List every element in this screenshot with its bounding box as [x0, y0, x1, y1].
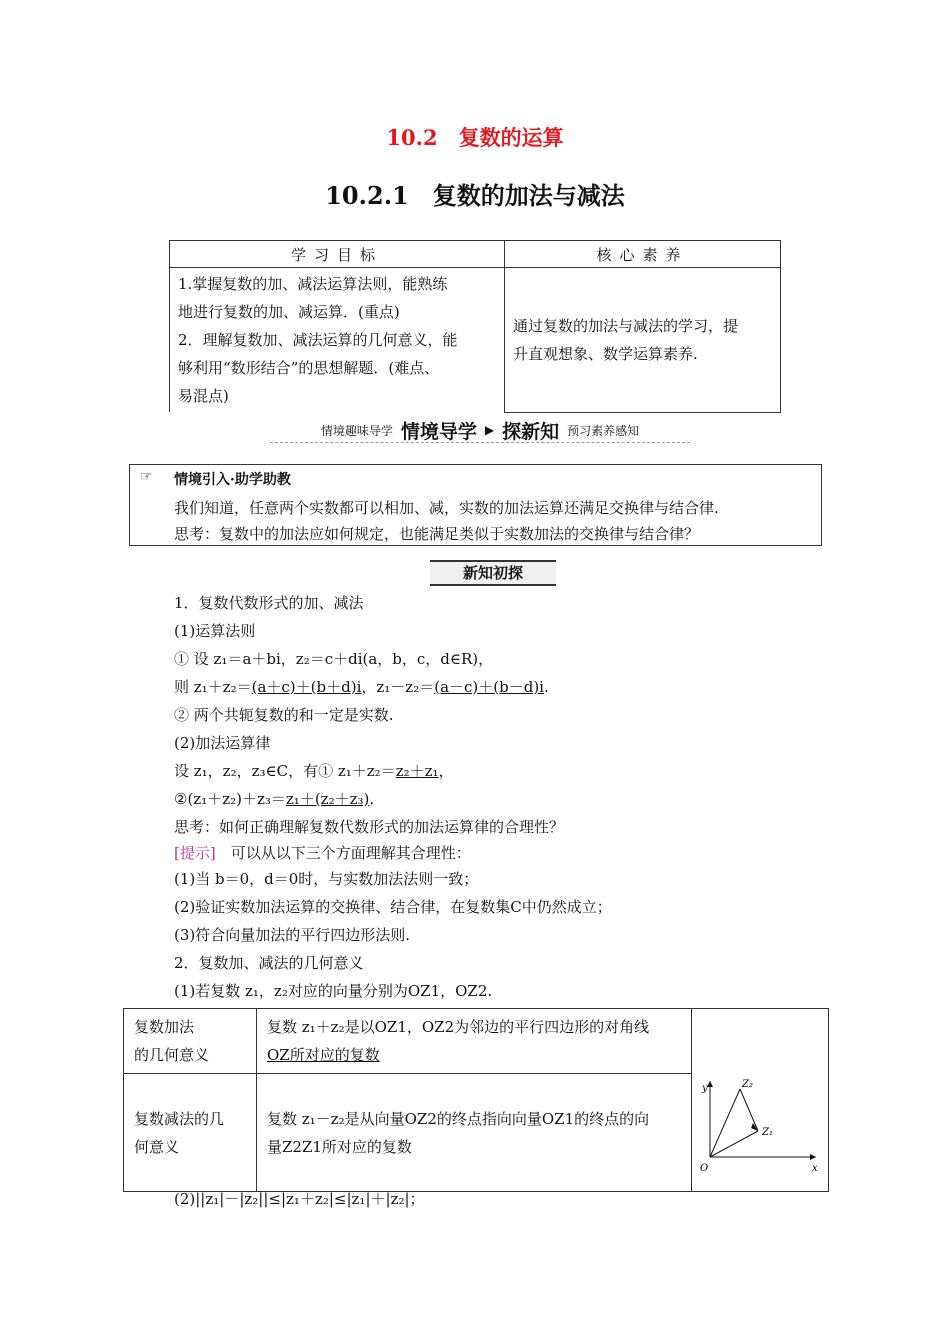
- intro-line-1: 我们知道，任意两个实数都可以相加、减，实数的加法运算还满足交换律与结合律.: [174, 499, 719, 517]
- vector-figure: [698, 1075, 822, 1175]
- core-cell: 通过复数的加法与减法的学习，提 升直观想象、数学运算素养.: [505, 268, 781, 413]
- section-banner: 情境趣味导学 情境导学 ▶ 探新知 预习素养感知: [270, 418, 690, 443]
- core-header: 核心素养: [505, 241, 781, 268]
- hand-icon: ☞: [140, 469, 153, 485]
- text-line: 则 z₁＋z₂＝(a＋c)＋(b＋d)i，z₁－z₂＝(a－c)＋(b－d)i.: [174, 678, 549, 696]
- intro-line-2: 思考：复数中的加法应如何规定，也能满足类似于实数加法的交换律与结合律？: [174, 525, 700, 543]
- y-label: y: [702, 1083, 708, 1094]
- vector-oz2: [710, 1089, 740, 1157]
- z1-label: Z₁: [762, 1127, 773, 1138]
- arrow-icon: ▶: [484, 423, 495, 437]
- text-line: (1)若复数 z₁，z₂对应的向量分别为OZ1，OZ2.: [174, 982, 493, 1000]
- text-line: ① 设 z₁＝a＋bi，z₂＝c＋di(a，b，c，d∈R)，: [174, 650, 494, 668]
- text-line: 1．复数代数形式的加、减法: [174, 594, 364, 612]
- tip-label: [提示]: [174, 844, 216, 862]
- sub-desc-cell: 复数 z₁－z₂是从向量OZ2的终点指向向量OZ1的终点的向 量Z2Z1所对应的复数: [257, 1074, 692, 1192]
- goals-header: 学习目标: [170, 241, 505, 268]
- goals-table: [169, 240, 781, 413]
- text-line: ② 两个共轭复数的和一定是实数.: [174, 706, 394, 724]
- intro-box: [129, 464, 822, 546]
- text-line: [提示] 可以从以下三个方面理解其合理性：: [174, 844, 471, 862]
- geometry-table: [123, 1008, 829, 1192]
- text-line: (3)符合向量加法的平行四边形法则.: [174, 926, 411, 944]
- vector-oz1: [710, 1131, 758, 1157]
- text-line: (2)验证实数加法运算的交换律、结合律，在复数集C中仍然成立；: [174, 898, 612, 916]
- text-line: (2)||z₁|－|z₂||≤|z₁＋z₂|≤|z₁|＋|z₂|；: [174, 1190, 425, 1208]
- text-line: 思考：如何正确理解复数代数形式的加法运算律的合理性？: [174, 818, 565, 836]
- intro-heading: 情境引入·助学助教: [174, 472, 291, 488]
- vector-z2z1: [740, 1089, 758, 1131]
- section-title: 10.2.1 复数的加法与减法: [325, 181, 625, 210]
- figure-cell: [692, 1009, 829, 1192]
- text-line: 设 z₁，z₂，z₃∈C，有① z₁＋z₂＝z₂＋z₁，: [174, 762, 454, 780]
- text-line: (1)当 b＝0，d＝0时，与实数加法法则一致；: [174, 870, 479, 888]
- page-title: 10.2 复数的运算: [386, 125, 564, 150]
- text-line: (2)加法运算律: [174, 734, 271, 752]
- text-line: (1)运算法则: [174, 622, 256, 640]
- origin-label: O: [700, 1163, 709, 1174]
- sub-label-cell: 复数减法的几 何意义: [124, 1074, 257, 1192]
- z2-label: Z₂: [742, 1079, 753, 1090]
- add-desc-cell: 复数 z₁＋z₂是以OZ1，OZ2为邻边的平行四边形的对角线 OZ所对应的复数: [257, 1009, 692, 1074]
- add-label-cell: 复数加法 的几何意义: [124, 1009, 257, 1074]
- goals-cell: 1.掌握复数的加、减法运算法则，能熟练 地进行复数的加、减运算．(重点) 2．理解复数加、减法运算的几何意义，能 够利用“数形结合”的思想解题．(难点、 易混点): [170, 268, 505, 413]
- section-label: 新知初探: [430, 560, 556, 586]
- text-line: 2．复数加、减法的几何意义: [174, 954, 364, 972]
- x-label: x: [812, 1163, 818, 1174]
- text-line: ②(z₁＋z₂)＋z₃＝z₁＋(z₂＋z₃).: [174, 790, 375, 808]
